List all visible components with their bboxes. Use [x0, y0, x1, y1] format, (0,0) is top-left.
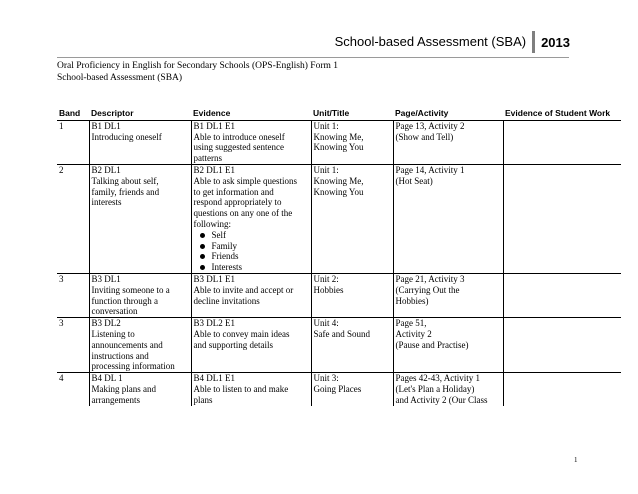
- evidence-line: and supporting details: [193, 339, 273, 350]
- evidence-line: to get information and: [193, 186, 274, 197]
- descriptor-line: Listening to: [91, 328, 135, 339]
- table-header-row: [57, 108, 621, 120]
- unit-line: Safe and Sound: [313, 328, 370, 339]
- column-header-page-activity: Page/Activity: [393, 108, 503, 120]
- unit-line: Unit 1:: [313, 120, 339, 131]
- evidence-line: B1 DL1 E1: [193, 120, 235, 131]
- page-header: [335, 28, 570, 56]
- table-row: [57, 164, 621, 273]
- cell-band: 3: [57, 318, 89, 373]
- descriptor-line: B2 DL1: [91, 164, 121, 175]
- cell-unit-title: [311, 164, 393, 273]
- header-title: School-based Assessment (SBA): [335, 31, 535, 53]
- cell-band: 3: [57, 273, 89, 317]
- evidence-line: using suggested sentence: [193, 142, 284, 153]
- descriptor-line: announcements and: [91, 339, 163, 350]
- page-activity-line: (Pause and Practise): [395, 339, 469, 350]
- descriptor-line: B3 DL2: [91, 318, 121, 329]
- cell-descriptor: [89, 373, 191, 406]
- descriptor-line: instructions and: [91, 350, 149, 361]
- descriptor-line: interests: [91, 197, 122, 208]
- cell-student-work: [503, 120, 621, 164]
- evidence-bullet-item: Interests: [198, 262, 309, 273]
- table-row: [57, 120, 621, 164]
- unit-line: Unit 2:: [313, 273, 339, 284]
- table-row: [57, 273, 621, 317]
- cell-evidence: [191, 318, 311, 373]
- cell-page-activity: [393, 273, 503, 317]
- evidence-line: Able to convey main ideas: [193, 328, 290, 339]
- cell-student-work: [503, 373, 621, 406]
- cell-unit-title: [311, 318, 393, 373]
- intro-line-course: Oral Proficiency in English for Secondary Schools (OPS-English) Form 1: [57, 61, 339, 71]
- cell-evidence: [191, 120, 311, 164]
- evidence-line: plans: [193, 394, 213, 405]
- unit-line: Unit 3:: [313, 373, 339, 384]
- unit-line: Going Places: [313, 383, 362, 394]
- cell-evidence: [191, 373, 311, 406]
- cell-student-work: [503, 164, 621, 273]
- descriptor-line: Making plans and: [91, 383, 156, 394]
- unit-line: Knowing You: [313, 142, 364, 153]
- header-year: 2013: [541, 34, 570, 50]
- descriptor-line: function through a: [91, 295, 158, 306]
- intro-line-assessment: School-based Assessment (SBA): [57, 73, 183, 83]
- descriptor-line: processing information: [91, 361, 175, 372]
- cell-band: 4: [57, 373, 89, 406]
- cell-page-activity: [393, 373, 503, 406]
- table-row: [57, 373, 621, 406]
- evidence-line: B2 DL1 E1: [193, 164, 235, 175]
- page-number: 1: [574, 456, 578, 464]
- evidence-bullet-list: [194, 230, 309, 273]
- column-header-evidence: Evidence: [191, 108, 311, 120]
- column-header-student-work: Evidence of Student Work: [503, 108, 621, 120]
- unit-line: Unit 1:: [313, 164, 339, 175]
- unit-line: Unit 4:: [313, 318, 339, 329]
- descriptor-line: conversation: [91, 306, 138, 317]
- evidence-line: questions on any one of the: [193, 208, 293, 219]
- evidence-bullet-item: Friends: [198, 251, 309, 262]
- cell-unit-title: [311, 373, 393, 406]
- table-body: [57, 120, 621, 405]
- page-activity-line: Pages 42-43, Activity 1: [395, 373, 480, 384]
- evidence-line: Able to ask simple questions: [193, 175, 297, 186]
- page-activity-line: (Hot Seat): [395, 175, 433, 186]
- cell-descriptor: [89, 164, 191, 273]
- descriptor-line: Inviting someone to a: [91, 284, 170, 295]
- cell-evidence: [191, 164, 311, 273]
- descriptor-line: B4 DL 1: [91, 373, 123, 384]
- evidence-line: patterns: [193, 153, 222, 164]
- unit-line: Knowing You: [313, 186, 364, 197]
- page-activity-line: Page 14, Activity 1: [395, 164, 465, 175]
- descriptor-line: Talking about self,: [91, 175, 159, 186]
- page-activity-line: (Let's Plan a Holiday): [395, 383, 475, 394]
- descriptor-line: B1 DL1: [91, 120, 121, 131]
- evidence-bullet-item: Family: [198, 241, 309, 252]
- descriptor-line: B3 DL1: [91, 273, 121, 284]
- page-activity-line: Page 21, Activity 3: [395, 273, 465, 284]
- evidence-line: Able to listen to and make: [193, 383, 289, 394]
- cell-page-activity: [393, 120, 503, 164]
- evidence-bullet-item: Self: [198, 230, 309, 241]
- descriptor-line: Introducing oneself: [91, 131, 162, 142]
- cell-descriptor: [89, 120, 191, 164]
- descriptor-line: arrangements: [91, 394, 140, 405]
- page-activity-line: Page 13, Activity 2: [395, 120, 465, 131]
- evidence-line: B3 DL1 E1: [193, 273, 235, 284]
- cell-descriptor: [89, 273, 191, 317]
- evidence-line: B3 DL2 E1: [193, 318, 235, 329]
- page-activity-line: and Activity 2 (Our Class: [395, 394, 488, 405]
- page-activity-line: (Show and Tell): [395, 131, 454, 142]
- page-activity-line: Hobbies): [395, 295, 429, 306]
- evidence-line: respond appropriately to: [193, 197, 282, 208]
- page-activity-line: (Carrying Out the: [395, 284, 460, 295]
- cell-unit-title: [311, 120, 393, 164]
- cell-evidence: [191, 273, 311, 317]
- evidence-line: Able to invite and accept or: [193, 284, 294, 295]
- cell-band: 1: [59, 120, 64, 131]
- cell-page-activity: [393, 318, 503, 373]
- evidence-line: B4 DL1 E1: [193, 373, 235, 384]
- unit-line: Knowing Me,: [313, 131, 364, 142]
- descriptor-line: family, friends and: [91, 186, 160, 197]
- evidence-line: decline invitations: [193, 295, 260, 306]
- cell-student-work: [503, 273, 621, 317]
- cell-descriptor: [89, 318, 191, 373]
- page-activity-line: Page 51,: [395, 318, 427, 329]
- column-header-band: Band: [57, 108, 89, 120]
- evidence-line: Able to introduce oneself: [193, 131, 285, 142]
- sba-table: [57, 108, 621, 406]
- column-header-descriptor: Descriptor: [89, 108, 191, 120]
- unit-line: Knowing Me,: [313, 175, 364, 186]
- cell-unit-title: [311, 273, 393, 317]
- header-divider: [57, 57, 569, 58]
- unit-line: Hobbies: [313, 284, 344, 295]
- cell-band: 2: [57, 164, 89, 273]
- cell-page-activity: [393, 164, 503, 273]
- evidence-line: following:: [193, 218, 231, 229]
- column-header-unit-title: Unit/Title: [311, 108, 393, 120]
- cell-student-work: [503, 318, 621, 373]
- page-activity-line: Activity 2: [395, 328, 432, 339]
- table-row: [57, 318, 621, 373]
